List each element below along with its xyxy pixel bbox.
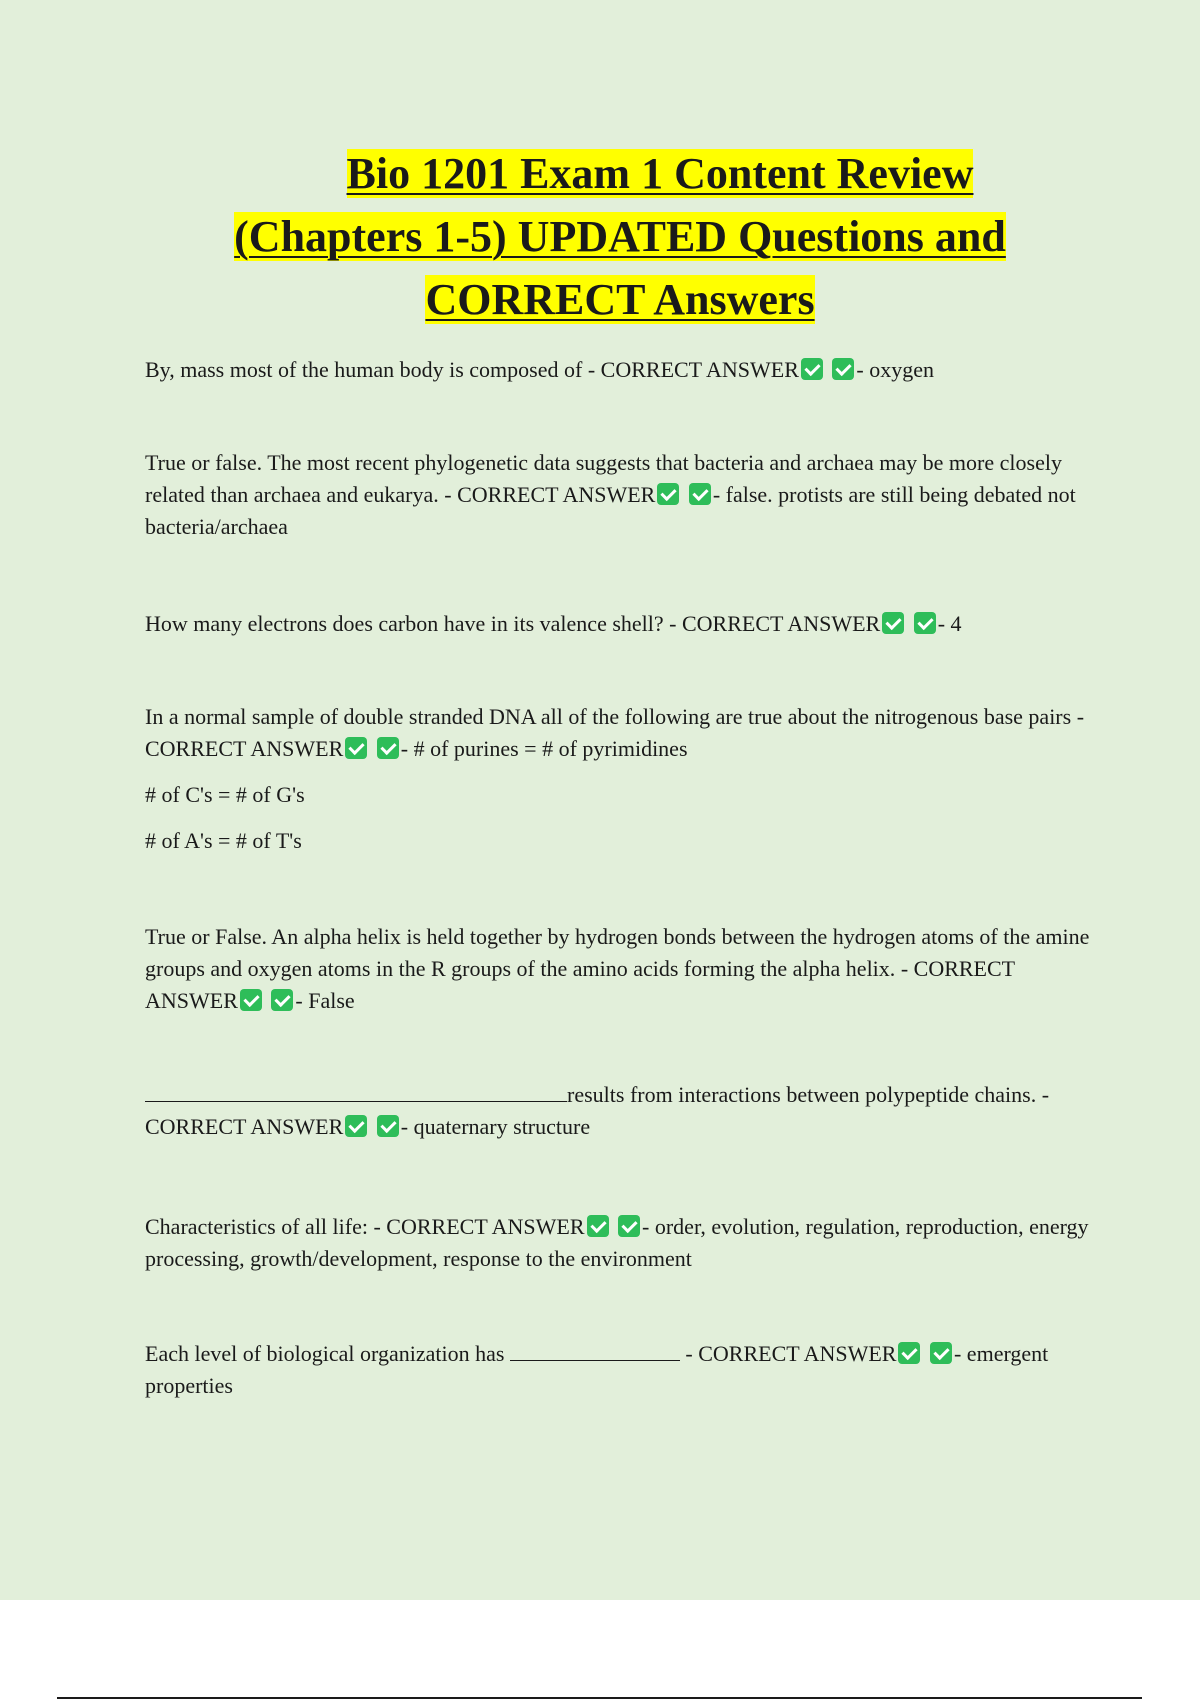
check-mark-icon bbox=[882, 612, 904, 634]
answer-text: - false. protists are still being debated not bacteria/archaea bbox=[145, 482, 1076, 539]
check-mark-icon bbox=[898, 1342, 920, 1364]
check-mark-icon bbox=[801, 358, 823, 380]
answer-extra-line: # of A's = # of T's bbox=[145, 828, 302, 853]
check-mark-icon bbox=[832, 358, 854, 380]
qa-item bbox=[145, 921, 1090, 1017]
qa-text bbox=[145, 1079, 1090, 1143]
qa-text bbox=[145, 1338, 1090, 1402]
qa-item bbox=[145, 1079, 1090, 1143]
answer-text: - quaternary structure bbox=[400, 1114, 591, 1139]
check-mark-icon bbox=[377, 737, 399, 759]
correct-answer-label: - CORRECT ANSWER bbox=[669, 611, 881, 636]
correct-answer-label: - CORRECT ANSWER bbox=[145, 956, 1015, 1013]
check-mark-icon bbox=[377, 1115, 399, 1137]
correct-answer-label: - CORRECT ANSWER bbox=[587, 357, 799, 382]
qa-item bbox=[145, 1338, 1090, 1402]
fill-in-blank bbox=[510, 1338, 680, 1361]
qa-text bbox=[145, 921, 1090, 1017]
qa-item bbox=[145, 608, 1090, 640]
answer-text: - # of purines = # of pyrimidines bbox=[400, 736, 688, 761]
qa-item bbox=[145, 447, 1090, 543]
check-mark-icon bbox=[914, 612, 936, 634]
qa-text bbox=[145, 447, 1090, 543]
title-line-1: Bio 1201 Exam 1 Content Review bbox=[346, 149, 974, 198]
qa-item bbox=[145, 701, 1090, 857]
check-mark-icon bbox=[930, 1342, 952, 1364]
question-text: Characteristics of all life: bbox=[145, 1214, 368, 1239]
answer-text: - emergent properties bbox=[145, 1341, 1049, 1398]
question-text: How many electrons does carbon have in its valence shell? bbox=[145, 611, 664, 636]
qa-item bbox=[145, 1211, 1090, 1275]
answer-text: - 4 bbox=[937, 611, 962, 636]
fill-in-blank bbox=[145, 1079, 567, 1102]
qa-text bbox=[145, 701, 1090, 765]
footer-divider bbox=[57, 1697, 1142, 1699]
question-text: True or False. An alpha helix is held together by hydrogen bonds between the hydrogen atoms of the amine groups and oxygen atoms in the R groups of the amino acids forming the alpha helix. bbox=[145, 924, 1090, 981]
qa-item bbox=[145, 354, 1090, 386]
answer-text: - False bbox=[295, 988, 355, 1013]
check-mark-icon bbox=[657, 483, 679, 505]
answer-text: - order, evolution, regulation, reproduction, energy processing, growth/development, response to the environment bbox=[145, 1214, 1089, 1271]
check-mark-icon bbox=[240, 989, 262, 1011]
check-mark-icon bbox=[689, 483, 711, 505]
correct-answer-label: - CORRECT ANSWER bbox=[444, 482, 656, 507]
question-text: Each level of biological organization has bbox=[145, 1341, 505, 1366]
check-mark-icon bbox=[271, 989, 293, 1011]
question-text: By, mass most of the human body is composed of bbox=[145, 357, 583, 382]
correct-answer-label: - CORRECT ANSWER bbox=[373, 1214, 585, 1239]
title-line-3: CORRECT Answers bbox=[425, 275, 815, 324]
qa-text bbox=[145, 1211, 1090, 1275]
answer-text: - oxygen bbox=[856, 357, 934, 382]
qa-text bbox=[145, 354, 1090, 386]
question-text: results from interactions between polypeptide chains. bbox=[567, 1082, 1037, 1107]
document-title bbox=[130, 142, 1110, 331]
answer-extra-line: # of C's = # of G's bbox=[145, 782, 305, 807]
question-text: In a normal sample of double stranded DNA all of the following are true about the nitrogenous base pairs bbox=[145, 704, 1072, 729]
correct-answer-label: - CORRECT ANSWER bbox=[685, 1341, 897, 1366]
check-mark-icon bbox=[345, 1115, 367, 1137]
question-text: True or false. The most recent phylogenetic data suggests that bacteria and archaea may be more closely related than archaea and eukarya. bbox=[145, 450, 1062, 507]
correct-answer-label: - CORRECT ANSWER bbox=[145, 704, 1085, 761]
correct-answer-label: - CORRECT ANSWER bbox=[145, 1082, 1050, 1139]
check-mark-icon bbox=[618, 1215, 640, 1237]
check-mark-icon bbox=[345, 737, 367, 759]
qa-text bbox=[145, 608, 1090, 640]
check-mark-icon bbox=[587, 1215, 609, 1237]
title-line-2: (Chapters 1-5) UPDATED Questions and bbox=[234, 212, 1006, 261]
